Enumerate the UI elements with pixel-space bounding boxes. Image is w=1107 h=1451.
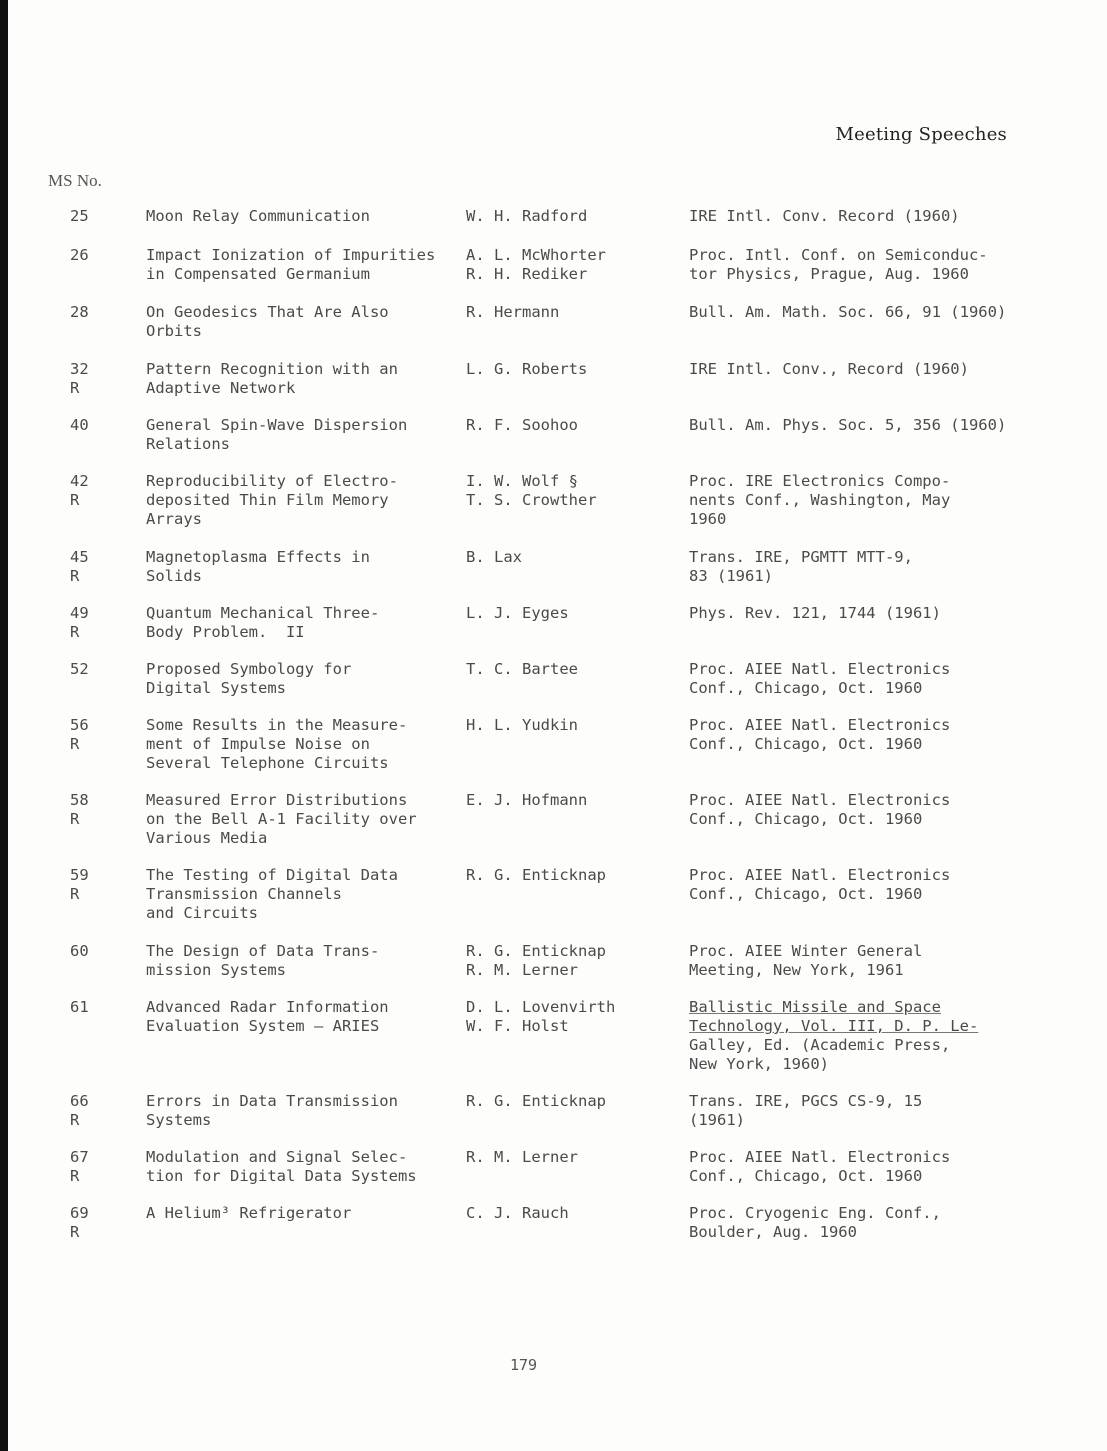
publication (689, 1092, 1019, 1130)
ms-number-column-header: MS No. (48, 171, 102, 190)
publication-line: Proc. AIEE Natl. Electronics (689, 866, 951, 884)
speech-authors (466, 716, 676, 735)
ms-number (70, 942, 100, 961)
ms-number (70, 207, 100, 226)
publication-line: Boulder, Aug. 1960 (689, 1223, 857, 1241)
speech-title-line: Relations (146, 435, 230, 453)
speech-authors (466, 246, 676, 284)
publication-line: Trans. IRE, PGCS CS-9, 15 (689, 1092, 923, 1110)
speech-authors-line: I. W. Wolf § (466, 472, 578, 490)
speech-title-line: Several Telephone Circuits (146, 754, 389, 772)
ms-number-line: R (70, 735, 80, 753)
speech-title-line: General Spin-Wave Dispersion (146, 416, 408, 434)
publication-line: IRE Intl. Conv., Record (1960) (689, 360, 969, 378)
speech-title-line: Magnetoplasma Effects in (146, 548, 370, 566)
page-title: Meeting Speeches (835, 124, 1007, 145)
speech-title-line: Systems (146, 1111, 212, 1129)
speech-authors (466, 866, 676, 885)
publication (689, 472, 1019, 529)
ms-number-line: 42 (70, 472, 89, 490)
speech-title-line: Digital Systems (146, 679, 286, 697)
speech-authors-line: R. M. Lerner (466, 961, 578, 979)
speech-authors (466, 998, 676, 1036)
speech-authors-line: R. G. Enticknap (466, 866, 606, 884)
speech-title (146, 472, 446, 529)
speech-title (146, 360, 446, 398)
speech-title-line: The Design of Data Trans- (146, 942, 380, 960)
ms-number-line: R (70, 567, 80, 585)
ms-number-line: 26 (70, 246, 89, 264)
ms-number-line: 61 (70, 998, 89, 1016)
speech-title-line: Quantum Mechanical Three- (146, 604, 380, 622)
publication-line: Meeting, New York, 1961 (689, 961, 904, 979)
publication-line: Proc. AIEE Natl. Electronics (689, 791, 951, 809)
speech-title-line: tion for Digital Data Systems (146, 1167, 417, 1185)
speech-title-line: The Testing of Digital Data (146, 866, 398, 884)
speech-title (146, 791, 446, 848)
publication-line: Proc. Intl. Conf. on Semiconduc- (689, 246, 988, 264)
speech-authors (466, 472, 676, 510)
speech-authors-line: R. M. Lerner (466, 1148, 578, 1166)
speech-authors-line: A. L. McWhorter (466, 246, 606, 264)
speech-title-line: Adaptive Network (146, 379, 296, 397)
publication (689, 416, 1019, 435)
ms-number (70, 716, 100, 754)
speech-authors-line: D. L. Lovenvirth (466, 998, 616, 1016)
ms-number-line: 66 (70, 1092, 89, 1110)
publication (689, 246, 1019, 284)
speech-title (146, 660, 446, 698)
publication-line: New York, 1960) (689, 1055, 829, 1073)
speech-title-line: Body Problem. II (146, 623, 305, 641)
speech-title (146, 303, 446, 341)
publication-line: Proc. AIEE Natl. Electronics (689, 716, 951, 734)
page-number: 179 (510, 1356, 538, 1374)
speech-authors-line: R. F. Soohoo (466, 416, 578, 434)
speech-title-line: ment of Impulse Noise on (146, 735, 370, 753)
speech-title (146, 207, 446, 226)
publication-line: Conf., Chicago, Oct. 1960 (689, 1167, 923, 1185)
ms-number (70, 303, 100, 322)
speech-title-line: Evaluation System – ARIES (146, 1017, 380, 1035)
speech-title-line: in Compensated Germanium (146, 265, 370, 283)
publication-line: nents Conf., Washington, May (689, 491, 951, 509)
publication (689, 942, 1019, 980)
publication (689, 360, 1019, 379)
ms-number (70, 866, 100, 904)
speech-title-line: Advanced Radar Information (146, 998, 389, 1016)
speech-title-line: A Helium³ Refrigerator (146, 1204, 352, 1222)
speech-title-line: mission Systems (146, 961, 286, 979)
speech-authors-line: E. J. Hofmann (466, 791, 588, 809)
publication-line: Galley, Ed. (Academic Press, (689, 1036, 951, 1054)
speech-title-line: Arrays (146, 510, 202, 528)
speech-title (146, 716, 446, 773)
speech-title-line: Solids (146, 567, 202, 585)
ms-number-line: 28 (70, 303, 89, 321)
speech-authors-line: R. G. Enticknap (466, 942, 606, 960)
ms-number-line: 25 (70, 207, 89, 225)
speech-authors (466, 1092, 676, 1111)
publication (689, 604, 1019, 623)
publication (689, 207, 1019, 226)
publication (689, 1148, 1019, 1186)
publication-line: Ballistic Missile and Space (689, 998, 941, 1016)
ms-number-line: 67 (70, 1148, 89, 1166)
speech-title-line: Reproducibility of Electro- (146, 472, 398, 490)
publication-line: Trans. IRE, PGMTT MTT-9, (689, 548, 913, 566)
ms-number-line: R (70, 491, 80, 509)
publication-line: Bull. Am. Math. Soc. 66, 91 (1960) (689, 303, 1007, 321)
ms-number-line: R (70, 1111, 80, 1129)
ms-number-line: 52 (70, 660, 89, 678)
speech-authors-line: W. H. Radford (466, 207, 588, 225)
ms-number-line: 32 (70, 360, 89, 378)
ms-number-line: R (70, 885, 80, 903)
ms-number-line: 56 (70, 716, 89, 734)
speech-title-line: Some Results in the Measure- (146, 716, 408, 734)
ms-number (70, 1092, 100, 1130)
publication (689, 1204, 1019, 1242)
publication (689, 548, 1019, 586)
publication-line: Conf., Chicago, Oct. 1960 (689, 885, 923, 903)
speech-authors (466, 660, 676, 679)
publication-line: Proc. AIEE Winter General (689, 942, 923, 960)
ms-number (70, 548, 100, 586)
speech-title (146, 604, 446, 642)
publication-line: Proc. AIEE Natl. Electronics (689, 660, 951, 678)
publication (689, 998, 1019, 1074)
speech-authors (466, 1148, 676, 1167)
ms-number (70, 1204, 100, 1242)
speech-title (146, 1148, 446, 1186)
speech-title-line: Various Media (146, 829, 268, 847)
ms-number (70, 1148, 100, 1186)
ms-number-line: 40 (70, 416, 89, 434)
publication-line: Proc. IRE Electronics Compo- (689, 472, 951, 490)
ms-number-line: R (70, 1167, 80, 1185)
ms-number (70, 246, 100, 265)
speech-title (146, 1092, 446, 1130)
ms-number (70, 998, 100, 1017)
ms-number (70, 791, 100, 829)
ms-number-line: R (70, 623, 80, 641)
publication (689, 303, 1019, 322)
speech-authors-line: T. S. Crowther (466, 491, 597, 509)
ms-number-line: 69 (70, 1204, 89, 1222)
speech-authors-line: B. Lax (466, 548, 522, 566)
ms-number (70, 604, 100, 642)
speech-title (146, 548, 446, 586)
publication-line: Conf., Chicago, Oct. 1960 (689, 810, 923, 828)
speech-title (146, 246, 446, 284)
publication-line: (1961) (689, 1111, 745, 1129)
ms-number-line: 45 (70, 548, 89, 566)
speech-title-line: deposited Thin Film Memory (146, 491, 389, 509)
speech-authors-line: H. L. Yudkin (466, 716, 578, 734)
publication (689, 716, 1019, 754)
ms-number-line: 58 (70, 791, 89, 809)
publication-line: Bull. Am. Phys. Soc. 5, 356 (1960) (689, 416, 1007, 434)
speech-authors (466, 416, 676, 435)
speech-authors-line: C. J. Rauch (466, 1204, 569, 1222)
publication (689, 660, 1019, 698)
ms-number (70, 472, 100, 510)
ms-number-line: 60 (70, 942, 89, 960)
ms-number-line: 49 (70, 604, 89, 622)
publication-line: Proc. Cryogenic Eng. Conf., (689, 1204, 941, 1222)
speech-authors (466, 942, 676, 980)
speech-authors-line: W. F. Holst (466, 1017, 569, 1035)
ms-number-line: R (70, 1223, 80, 1241)
speech-title-line: Moon Relay Communication (146, 207, 370, 225)
speech-title (146, 416, 446, 454)
speech-authors-line: L. G. Roberts (466, 360, 588, 378)
speech-title-line: Orbits (146, 322, 202, 340)
speech-authors (466, 604, 676, 623)
speech-title-line: on the Bell A-1 Facility over (146, 810, 417, 828)
speech-authors (466, 548, 676, 567)
speech-authors-line: T. C. Bartee (466, 660, 578, 678)
ms-number-line: R (70, 810, 80, 828)
ms-number-line: R (70, 379, 80, 397)
ms-number (70, 360, 100, 398)
speech-title (146, 1204, 446, 1223)
ms-number-line: 59 (70, 866, 89, 884)
speech-title-line: Measured Error Distributions (146, 791, 408, 809)
publication-line: Technology, Vol. III, D. P. Le- (689, 1017, 979, 1035)
publication-line: IRE Intl. Conv. Record (1960) (689, 207, 960, 225)
publication-line: Phys. Rev. 121, 1744 (1961) (689, 604, 941, 622)
ms-number (70, 660, 100, 679)
publication-line: Proc. AIEE Natl. Electronics (689, 1148, 951, 1166)
speech-authors-line: R. Hermann (466, 303, 560, 321)
publication-line: Conf., Chicago, Oct. 1960 (689, 679, 923, 697)
publication-line: 83 (1961) (689, 567, 773, 585)
speech-authors (466, 791, 676, 810)
publication-line: tor Physics, Prague, Aug. 1960 (689, 265, 969, 283)
speech-title (146, 998, 446, 1036)
speech-authors-line: L. J. Eyges (466, 604, 569, 622)
speech-authors (466, 360, 676, 379)
speech-authors-line: R. H. Rediker (466, 265, 588, 283)
speech-title-line: On Geodesics That Are Also (146, 303, 389, 321)
publication-line: Conf., Chicago, Oct. 1960 (689, 735, 923, 753)
speech-authors-line: R. G. Enticknap (466, 1092, 606, 1110)
speech-title-line: Errors in Data Transmission (146, 1092, 398, 1110)
ms-number (70, 416, 100, 435)
speech-title (146, 866, 446, 923)
speech-authors (466, 303, 676, 322)
publication (689, 791, 1019, 829)
publication (689, 866, 1019, 904)
speech-title (146, 942, 446, 980)
speech-title-line: and Circuits (146, 904, 258, 922)
speech-authors (466, 207, 676, 226)
speech-title-line: Pattern Recognition with an (146, 360, 398, 378)
speech-title-line: Impact Ionization of Impurities (146, 246, 436, 264)
speech-title-line: Modulation and Signal Selec- (146, 1148, 408, 1166)
speech-title-line: Transmission Channels (146, 885, 342, 903)
speech-title-line: Proposed Symbology for (146, 660, 352, 678)
publication-line: 1960 (689, 510, 727, 528)
speech-authors (466, 1204, 676, 1223)
